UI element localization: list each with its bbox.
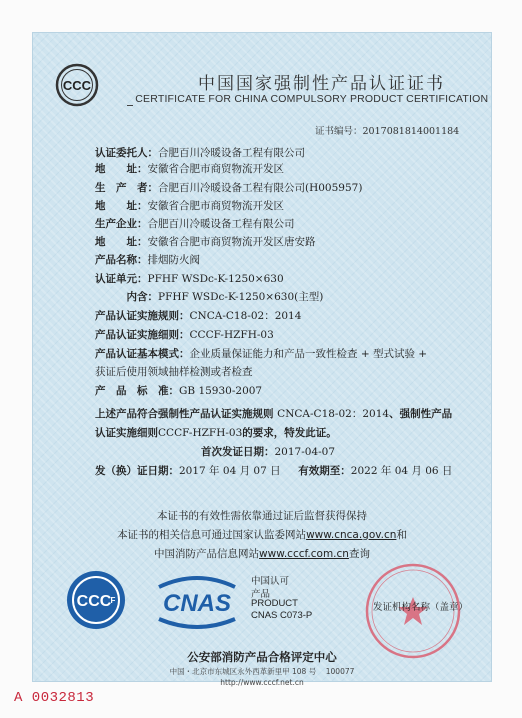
field-value: CCCF-HZFH-03: [189, 329, 274, 341]
field-value: 合肥百川冷暖设备工程有限公司: [147, 218, 295, 230]
field-label: 认证委托人：: [95, 147, 158, 159]
field-value: GB 15930-2007: [179, 385, 263, 397]
note-line-1: 本证书的有效性需依靠通过证后监督获得保持: [157, 510, 367, 522]
field-row-implementation-details: [95, 328, 274, 342]
field-value: PFHF WSDc-K-1250×630: [147, 273, 284, 285]
field-row-certification-unit: [95, 272, 284, 286]
field-value: 安徽省合肥市商贸物流开发区: [147, 200, 284, 212]
first-issue-label: 首次发证日期：: [201, 446, 275, 458]
statement-line-2: [95, 425, 337, 440]
field-row-factory: [95, 217, 295, 231]
field-row-manufacturer-address: [95, 199, 284, 213]
statement-text: 的要求，特发此证。: [242, 427, 337, 439]
cert-no-label: 证书编号：: [315, 126, 363, 137]
field-value: 排烟防火阀: [147, 254, 200, 266]
note-text: 查询: [348, 548, 370, 560]
ccc-logo-text: CCC: [62, 78, 92, 93]
field-label: 内含：: [95, 291, 158, 303]
field-value: 安徽省合肥市商贸物流开发区唐安路: [147, 236, 316, 248]
field-row-includes: [95, 290, 323, 304]
first-issue-value: 2017-04-07: [274, 446, 336, 458]
postcode-text: 100077: [325, 667, 355, 676]
field-value: 获证后使用领域抽样检测或者检查: [95, 366, 253, 378]
organization-website[interactable]: http://www.cccf.net.cn: [220, 678, 304, 687]
cn-accredited-text: 中国认可: [251, 576, 290, 587]
field-value: 企业质量保证能力和产品一致性检查 + 型式试验 +: [189, 348, 428, 360]
field-label: 产品认证基本模式：: [95, 348, 190, 360]
product-cn-text: 产品: [251, 589, 271, 600]
certificate: [32, 32, 492, 687]
issuing-organization: 公安部消防产品合格评定中心: [187, 650, 337, 664]
serial-number: A 0032813: [14, 690, 95, 706]
field-value: 合肥百川冷暖设备工程有限公司(H005957): [158, 182, 363, 194]
cnas-logo-text: CNAS: [162, 590, 232, 617]
field-row-implementation-rules: [95, 309, 301, 323]
field-label: 产 品 标 准：: [95, 385, 179, 397]
field-row-product-standard: [95, 384, 262, 398]
statement-text: 上述产品符合强制性产品认证实施规则: [95, 408, 274, 420]
valid-until-label: 有效期至：: [298, 465, 351, 477]
statement-line-1: [95, 406, 452, 421]
field-label: 产品认证实施细则：: [95, 329, 190, 341]
field-label: 地 址：: [95, 200, 148, 212]
issuer-label: 发证机构名称（盖章）: [373, 602, 469, 613]
cccf-website-link[interactable]: www.cccf.com.cn: [259, 548, 349, 560]
address-text: 中国・北京市东城区永外西革新里甲 108 号: [169, 667, 317, 676]
field-label: 地 址：: [95, 163, 148, 175]
statement-text: 、强制性产品: [389, 408, 453, 420]
field-value: CNCA-C18-02：2014: [189, 310, 302, 322]
cccf-logo-icon: [65, 569, 127, 631]
field-label: 产品认证实施规则：: [95, 310, 190, 322]
field-value: 安徽省合肥市商贸物流开发区: [147, 163, 284, 175]
field-row-factory-address: [95, 235, 316, 249]
issue-and-validity-dates: [95, 463, 452, 478]
field-label: 生 产 者：: [95, 182, 158, 194]
statement-rule: CNCA-C18-02：2014: [277, 408, 390, 420]
note-text: 和: [396, 529, 407, 541]
title-en-text: CERTIFICATE FOR CHINA COMPULSORY PRODUCT CERTIFICATION: [135, 93, 489, 105]
field-row-applicant: [95, 146, 305, 160]
note-text: 中国消防产品信息网站: [154, 548, 260, 560]
product-en-text: PRODUCT: [251, 598, 298, 609]
cnca-website-link[interactable]: www.cnca.gov.cn: [306, 529, 397, 541]
cert-no-value: 2017081814001184: [362, 126, 460, 137]
statement-text: 认证实施细则: [95, 427, 158, 439]
field-row-product-name: [95, 253, 200, 267]
field-row-applicant-address: [95, 162, 284, 176]
organization-address: [33, 666, 491, 677]
cnas-code-text: CNAS C073-P: [251, 610, 313, 621]
field-label: 认证单元：: [95, 273, 148, 285]
cccf-logo-letter: F: [110, 596, 116, 605]
field-row-basic-mode: [95, 347, 427, 361]
field-label: 产品名称：: [95, 254, 148, 266]
field-value: PFHF WSDc-K-1250×630(主型): [158, 291, 324, 303]
field-row-basic-mode-cont: [95, 365, 253, 379]
note-text: 本证书的相关信息可通过国家认监委网站: [117, 529, 307, 541]
cnas-logo-icon: [151, 573, 243, 631]
issue-date-value: 2017 年 04 月 07 日: [179, 465, 281, 477]
first-issue-date: [201, 444, 335, 459]
field-row-manufacturer: [95, 181, 362, 195]
field-value: 合肥百川冷暖设备工程有限公司: [158, 147, 305, 159]
title-en: ​ CERTIFICATE FOR CHINA COMPULSORY PRODUCT CERTIFICATION: [127, 93, 489, 105]
title-cn: 中国国家强制性产品认证证书: [198, 74, 445, 94]
statement-rule: CCCF-HZFH-03: [158, 427, 243, 439]
issue-date-label: 发（换）证日期：: [95, 465, 179, 477]
field-label: 地 址：: [95, 236, 148, 248]
certificate-number: [315, 123, 459, 137]
ccc-logo-icon: [55, 63, 99, 107]
cccf-logo-text: CCC: [76, 593, 112, 610]
note-line-3: [33, 546, 491, 561]
note-line-2: [33, 527, 491, 542]
field-label: 生产企业：: [95, 218, 148, 230]
valid-until-value: 2022 年 04 月 06 日: [350, 465, 453, 477]
